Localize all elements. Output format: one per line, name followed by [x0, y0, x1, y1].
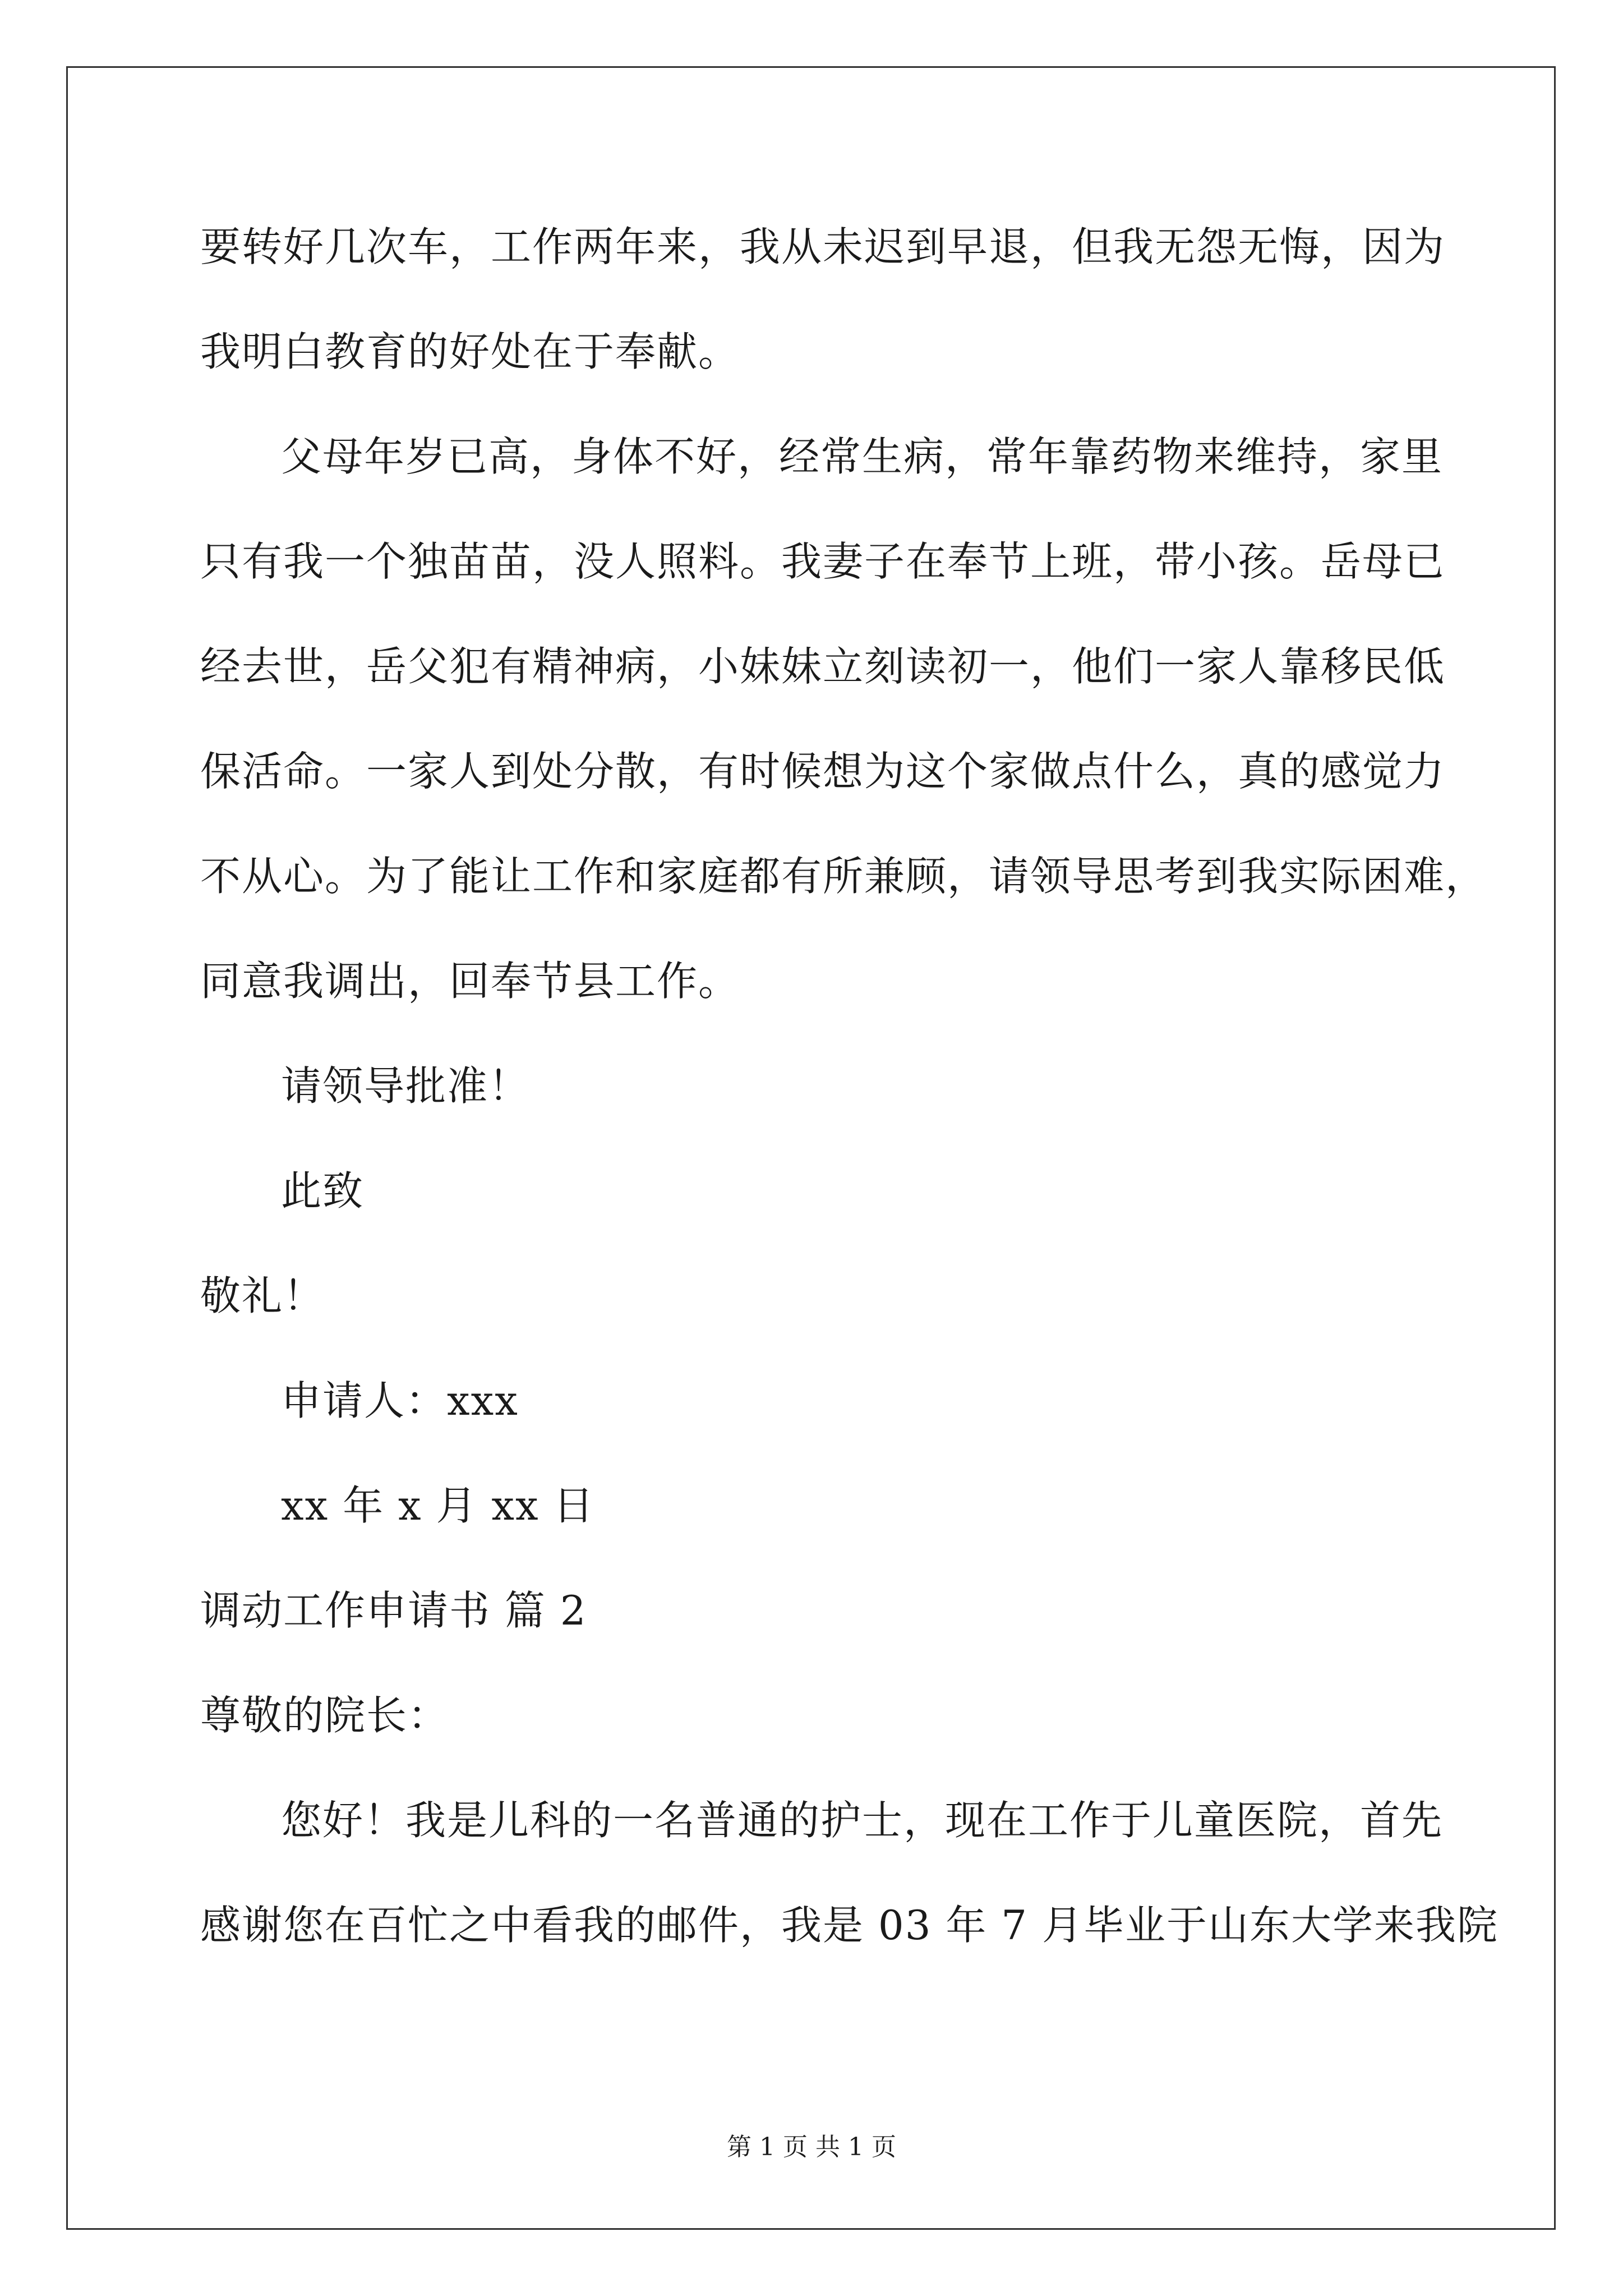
- section-heading: 调动工作申请书 篇 2: [200, 1587, 587, 1634]
- letter-date: xx 年 x 月 xx 日: [281, 1482, 595, 1529]
- paragraph-line: 经去世，岳父犯有精神病，小妹妹立刻读初一，他们一家人靠移民低: [200, 643, 1446, 690]
- page-footer: 第 1 页 共 1 页: [727, 2133, 896, 2161]
- paragraph-line: 要转好几次车，工作两年来，我从未迟到早退，但我无怨无悔，因为: [200, 223, 1446, 270]
- paragraph-line: 只有我一个独苗苗，没人照料。我妻子在奉节上班，带小孩。岳母已: [200, 538, 1446, 585]
- paragraph-line: 父母年岁已高，身体不好，经常生病，常年靠药物来维持，家里: [281, 433, 1444, 480]
- paragraph-line: 您好！我是儿科的一名普通的护士，现在工作于儿童医院，首先: [281, 1797, 1444, 1844]
- letter-greeting: 尊敬的院长：: [200, 1692, 450, 1739]
- paragraph-line: 不从心。为了能让工作和家庭都有所兼顾，请领导思考到我实际困难，: [200, 853, 1487, 900]
- applicant-signature: 申请人：xxx: [281, 1377, 519, 1424]
- paragraph-line: 我明白教育的好处在于奉献。: [200, 328, 740, 375]
- paragraph-line: 同意我调出，回奉节县工作。: [200, 958, 740, 1005]
- paragraph-line: 感谢您在百忙之中看我的邮件，我是 03 年 7 月毕业于山东大学来我院: [200, 1902, 1498, 1949]
- closing-request: 请领导批准！: [281, 1062, 531, 1110]
- salutation-regards: 敬礼！: [200, 1272, 325, 1319]
- paragraph-line: 保活命。一家人到处分散，有时候想为这个家做点什么，真的感觉力: [200, 748, 1446, 795]
- salutation-closing: 此致: [281, 1167, 365, 1214]
